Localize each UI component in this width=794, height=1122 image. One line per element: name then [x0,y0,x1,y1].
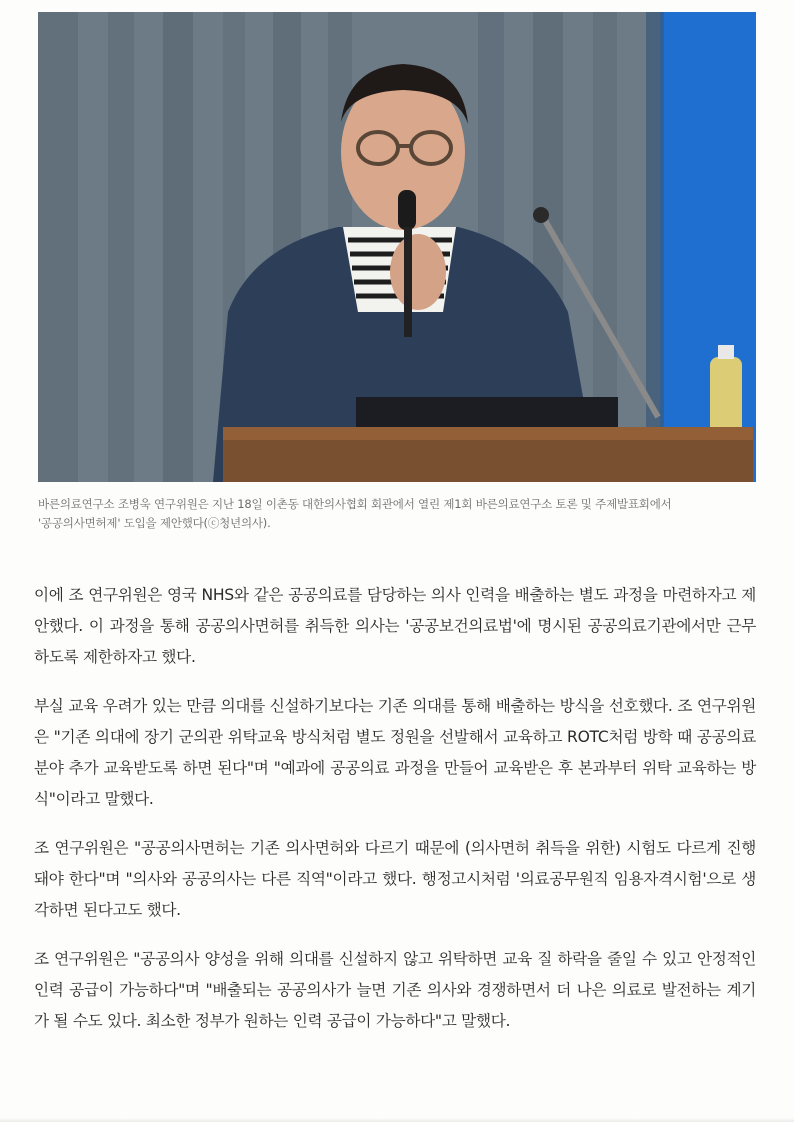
photo-caption [38,495,758,533]
article-photo [38,12,756,482]
paragraph-1: 이에 조 연구위원은 영국 NHS와 같은 공공의료를 담당하는 의사 인력을 배출하는 별도 과정을 마련하자고 제안했다. 이 과정을 통해 공공의사면허를 취득한 의사는 '공공보건의료법'에 명시된 공공의료기관에서만 근무하도록 제한하자고 했다. [34,586,756,666]
caption-line-1: 바른의료연구소 조병욱 연구위원은 지난 18일 이촌동 대한의사협회 회관에서 열린 제1회 바른의료연구소 토론 및 주제발표회에서 [38,497,672,511]
paragraph-2: 부실 교육 우려가 있는 만큼 의대를 신설하기보다는 기존 의대를 통해 배출하는 방식을 선호했다. 조 연구위원은 "기존 의대에 장기 군의관 위탁교육 방식처럼 별도 정원을 선발해서 교육하고 ROTC처럼 방학 때 공공의료 분야 추가 교육받도록 하면 된다"며 "예과에 공공의료 과정을 만들어 교육받은 후 본과부터 위탁 교육하는 방식"이라고 말했다. [34,697,756,808]
paragraph-3: 조 연구위원은 "공공의사면허는 기존 의사면허와 다르기 때문에 (의사면허 취득을 위한) 시험도 다르게 진행돼야 한다"며 "의사와 공공의사는 다른 직역"이라고 했다. 행정고시처럼 '의료공무원직 임용자격시험'으로 생각하면 된다고도 했다. [34,839,756,919]
paragraph-4: 조 연구위원은 "공공의사 양성을 위해 의대를 신설하지 않고 위탁하면 교육 질 하락을 줄일 수 있고 안정적인 인력 공급이 가능하다"며 "배출되는 공공의사가 늘면 기존 의사와 경쟁하면서 더 나은 의료로 발전하는 계기가 될 수도 있다. 최소한 정부가 원하는 인력 공급이 가능하다"고 말했다. [34,950,756,1030]
caption-line-2: '공공의사면허제' 도입을 제안했다(ⓒ청년의사). [38,516,271,530]
speaker-photo [38,12,756,482]
article-body [34,580,756,1055]
page-bottom-edge [0,1118,794,1122]
